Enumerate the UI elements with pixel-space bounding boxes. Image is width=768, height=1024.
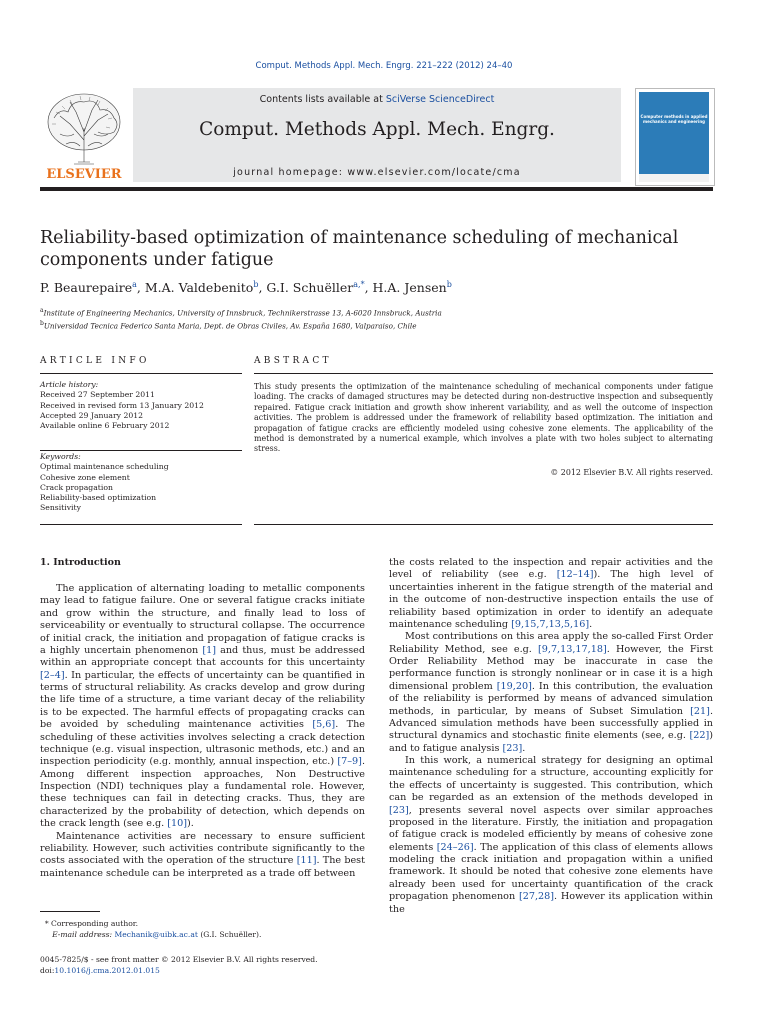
header-divider bbox=[40, 187, 713, 191]
author-affiliation-mark[interactable]: b bbox=[446, 280, 452, 289]
affiliation bbox=[40, 318, 442, 331]
citation-link[interactable]: [10] bbox=[167, 818, 188, 830]
paragraph-text: . bbox=[522, 742, 526, 754]
author-name[interactable]: G.I. Schuëller bbox=[266, 280, 354, 296]
email-label: E-mail address: bbox=[52, 930, 113, 939]
author-affiliation-mark[interactable]: a bbox=[132, 280, 137, 289]
author-affiliation-mark[interactable]: a,* bbox=[353, 280, 365, 289]
contents-line bbox=[133, 94, 621, 105]
footnote bbox=[40, 918, 261, 940]
elsevier-wordmark bbox=[46, 167, 121, 182]
journal-homepage bbox=[133, 167, 621, 178]
abstract-heading: ABSTRACT bbox=[254, 356, 332, 366]
homepage-prefix: journal homepage: bbox=[233, 167, 348, 178]
divider bbox=[40, 450, 242, 451]
footnote-symbol: * bbox=[44, 919, 49, 928]
author-name[interactable]: P. Beaurepaire bbox=[40, 280, 133, 296]
keyword: Sensitivity bbox=[40, 503, 81, 513]
paragraph-text: . In particular, the effects of uncertainty can be quantified in terms of structural reliability. As cracks develop and grow during the life time of a structure, a time variant decay of the reliability is to be expected. The harmful effects of propagating cracks can be avoided by scheduling maintenance activities bbox=[40, 669, 365, 731]
citation-link[interactable]: [9,15,7,13,5,16] bbox=[511, 618, 590, 630]
paragraph-text: Most contributions on this area apply the so-called First Order Reliability Method, see e.g. bbox=[389, 631, 713, 655]
paragraph-text: The application of alternating loading to metallic components may lead to fatigue failure. One or several fatigue cracks initiate and grow within the structure, and finally lead to loss of serviceability or eventually to structural collapse. The occurrence of initial crack, the initiation and propagation of fatigue cracks is a highly uncertain phenomenon bbox=[40, 583, 365, 656]
journal-title: Comput. Methods Appl. Mech. Engrg. bbox=[199, 119, 555, 140]
abstract-text: This study presents the optimization of the maintenance scheduling of mechanical components under fatigue loading. The cracks of damaged structures may be detected during non-destructive inspection and subsequently repaired. Fatigue crack initiation and growth show inherent variability, and as well the outcome of inspection activities. The problem is addressed under the framework of reliability based optimization. The initiation and propagation of fatigue cracks are efficiently modeled using cohesive zone elements. The applicability of the method is demonstrated by a numerical example, which involves a plate with two holes subject to alternating stress. bbox=[254, 382, 713, 454]
cover-footer bbox=[639, 174, 709, 182]
history-entry: Available online 6 February 2012 bbox=[40, 421, 170, 431]
paragraph-text: Maintenance activities are necessary to ensure sufficient reliability. However, such activities contribute significantly to the costs associated with the operation of the structure bbox=[40, 830, 365, 867]
corresponding-author-text: Corresponding author. bbox=[51, 919, 138, 928]
affiliation-mark: a bbox=[40, 307, 44, 314]
citation-link[interactable]: [19,20] bbox=[496, 680, 532, 692]
page-footer bbox=[40, 954, 318, 976]
keyword: Optimal maintenance scheduling bbox=[40, 462, 169, 472]
divider bbox=[40, 373, 242, 374]
affiliation-text: Universidad Tecnica Federico Santa Maria, Dept. de Obras Civiles, Av. España 1680, Valparaiso, Chile bbox=[43, 321, 417, 331]
citation-link[interactable]: [11] bbox=[296, 855, 317, 867]
divider bbox=[254, 524, 713, 525]
body-paragraph bbox=[40, 583, 365, 831]
author-affiliation-mark[interactable]: b bbox=[253, 280, 259, 289]
affiliations bbox=[40, 305, 442, 332]
paragraph-text: In this work, a numerical strategy for designing an optimal maintenance scheduling for a structure, accounting explicitly for the effects of uncertainty is suggested. This contribution, which can be regarded as an extension of the methods developed in bbox=[389, 755, 713, 804]
divider bbox=[254, 373, 713, 374]
journal-citation[interactable]: Comput. Methods Appl. Mech. Engrg. 221–222 (2012) 24–40 bbox=[255, 61, 513, 71]
citation-link[interactable]: [7–9] bbox=[337, 756, 362, 768]
contents-prefix: Contents lists available at bbox=[259, 94, 386, 105]
footnote-divider bbox=[40, 911, 100, 912]
paragraph-text: . The scheduling of these activities involves selecting a crack detection technique (e.g. visual inspection, ultrasonic methods, etc.) and an inspection periodicity (e.g. monthly, annual inspection, etc.) bbox=[40, 719, 365, 768]
keyword: Reliability-based optimization bbox=[40, 493, 157, 503]
issn-line: 0045-7825/$ - see front matter © 2012 Elsevier B.V. All rights reserved. bbox=[40, 955, 318, 964]
email-suffix: (G.I. Schuëller). bbox=[197, 930, 262, 939]
abstract-copyright: © 2012 Elsevier B.V. All rights reserved. bbox=[550, 468, 713, 477]
doi-link[interactable]: 10.1016/j.cma.2012.01.015 bbox=[54, 966, 160, 975]
citation-link[interactable]: [1] bbox=[202, 644, 216, 656]
citation-link[interactable]: [5,6] bbox=[312, 719, 336, 731]
history-entry: Accepted 29 January 2012 bbox=[40, 410, 144, 420]
citation-link[interactable]: [12–14] bbox=[556, 569, 594, 581]
citation-link[interactable]: [27,28] bbox=[518, 891, 555, 903]
citation-link[interactable]: [9,7,13,17,18] bbox=[538, 643, 607, 655]
paragraph-text: ). bbox=[187, 818, 194, 830]
article-title: Reliability-based optimization of maintenance scheduling of mechanical components under fatigue bbox=[40, 228, 679, 270]
author-list: P. Beaurepaire$^a$, M.A. Valdebenito$^b$, G.I. Schuëller$^{a,*}$, H.A. Jensen$^b$ bbox=[40, 280, 452, 296]
cover-image bbox=[639, 92, 709, 174]
affiliation bbox=[40, 305, 442, 318]
paragraph-text: the costs related to the inspection and repair activities and the level of reliability (see e.g. bbox=[389, 557, 713, 581]
paragraph-text: . Among different inspection approaches, Non Destructive Inspection (NDI) techniques play a fundamental role. However, these techniques can fail in detecting cracks. Thus, they are characterized by the probability of detection, which depends on the crack length (see e.g. bbox=[40, 756, 365, 830]
author-name[interactable]: M.A. Valdebenito bbox=[144, 280, 254, 296]
body-paragraph bbox=[389, 631, 713, 755]
citation-link[interactable]: [23] bbox=[389, 804, 409, 816]
history-entry: Received 27 September 2011 bbox=[40, 390, 155, 400]
email-note bbox=[40, 929, 261, 940]
doi-label: doi: bbox=[40, 966, 55, 975]
citation-link[interactable]: [22] bbox=[689, 730, 710, 742]
paragraph-text: . In this contribution, the evaluation of the reliability is performed by means of advanced simulation methods, in particular, by means of Subset Simulation bbox=[389, 680, 713, 717]
citation-link[interactable]: [24–26] bbox=[436, 841, 474, 853]
citation-link[interactable]: [21] bbox=[690, 705, 710, 717]
author-name[interactable]: H.A. Jensen bbox=[372, 280, 447, 296]
keyword: Cohesive zone element bbox=[40, 472, 130, 482]
citation-link[interactable]: [23] bbox=[502, 742, 523, 754]
paragraph-text: and thus, must be addressed within an appropriate concept that accounts for this uncertainty bbox=[40, 644, 365, 669]
divider bbox=[40, 524, 242, 525]
body-paragraph bbox=[389, 755, 713, 916]
tree-icon bbox=[40, 88, 128, 182]
article-info-heading: ARTICLE INFO bbox=[40, 356, 150, 366]
paragraph-text: . However its application within the bbox=[389, 891, 713, 915]
paragraph-text: . bbox=[589, 618, 593, 630]
body-paragraph bbox=[40, 831, 365, 881]
paragraph-text: . Advanced simulation methods have been successfully applied in structural dynamics and stochastic finite elements (see, e.g. bbox=[389, 705, 713, 742]
journal-cover-thumbnail[interactable] bbox=[635, 88, 715, 186]
history-label: Article history: bbox=[40, 380, 99, 389]
affiliation-text: Institute of Engineering Mechanics, University of Innsbruck, Technikerstrasse 13, A-6020 Innsbruck, Austria bbox=[43, 308, 442, 318]
cover-title: Computer methods in applied mechanics and engineering bbox=[640, 114, 708, 124]
doi-line bbox=[40, 965, 318, 976]
corresponding-author-note bbox=[40, 918, 261, 929]
history-entry: Received in revised form 13 January 2012 bbox=[40, 400, 204, 410]
paragraph-text: ) and to fatigue analysis bbox=[389, 730, 713, 754]
body-column-left bbox=[40, 583, 365, 880]
email-link[interactable]: Mechanik@uibk.ac.at bbox=[114, 930, 198, 939]
homepage-link[interactable]: www.elsevier.com/locate/cma bbox=[347, 167, 521, 178]
sciencedirect-link[interactable]: SciVerse ScienceDirect bbox=[385, 94, 495, 105]
keywords bbox=[40, 452, 169, 514]
paragraph-text: . The best maintenance schedule can be interpreted as a trade off between bbox=[40, 855, 365, 879]
citation-link[interactable]: [2–4] bbox=[40, 669, 65, 681]
article-history bbox=[40, 380, 204, 431]
paragraph-text: , presents several novel aspects over similar approaches proposed in the literature. Firstly, the initiation and propagation of fatigue crack is modeled efficiently by means of cohesive zone elements bbox=[389, 804, 713, 853]
body-column-right bbox=[389, 557, 713, 916]
keywords-label: Keywords: bbox=[40, 452, 81, 461]
keyword: Crack propagation bbox=[40, 482, 113, 492]
affiliation-mark: b bbox=[40, 320, 44, 328]
svg-text:ELSEVIER: ELSEVIER bbox=[46, 167, 122, 182]
body-paragraph bbox=[389, 557, 713, 631]
paragraph-text: . However, the First Order Reliability Method may be inaccurate in case the performance function is strongly nonlinear or in case it is a high dimensional problem bbox=[389, 643, 713, 692]
paragraph-text: ). The high level of uncertainties inherent in the fatigue strength of the material and in the outcome of non-destructive inspection entails the use of reliability based optimization in order to identify an adequate maintenance scheduling bbox=[389, 569, 713, 630]
paragraph-text: . The application of this class of elements allows modeling the crack initiation and propagation within a unified framework. It should be noted that cohesive zone elements have already been used for uncertainty quantification of the crack propagation phenomenon bbox=[389, 841, 713, 903]
elsevier-logo bbox=[40, 88, 128, 182]
section-heading: 1. Introduction bbox=[40, 557, 121, 568]
